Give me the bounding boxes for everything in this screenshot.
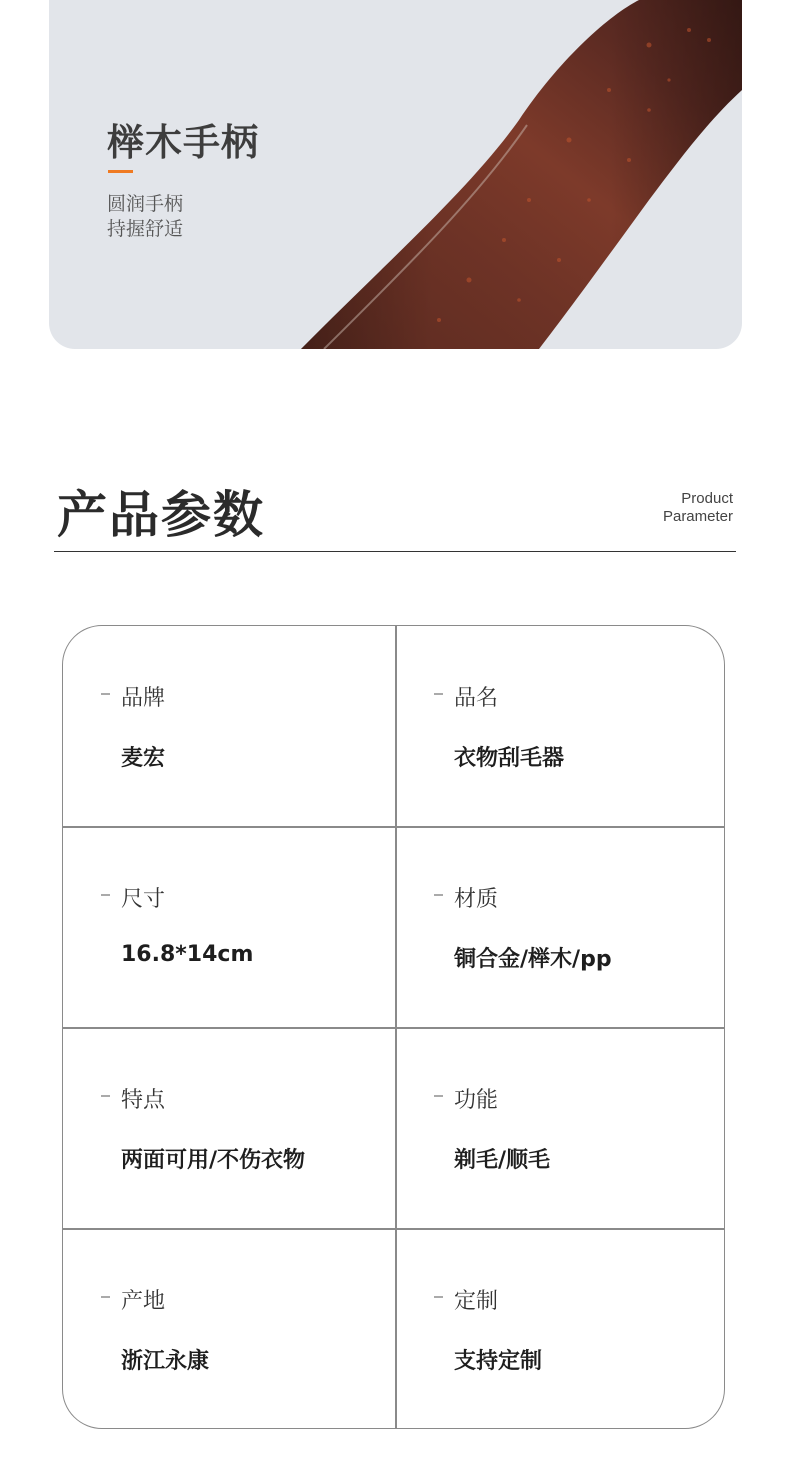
- param-cell-product-name: [396, 626, 725, 826]
- param-cell-size: [63, 827, 393, 1027]
- param-value: 衣物刮毛器: [454, 746, 565, 771]
- hero-feature-line: 持握舒适: [107, 218, 184, 240]
- param-cell-feature: [63, 1028, 393, 1228]
- dash-icon: [434, 894, 443, 896]
- parameter-table: [62, 625, 725, 1429]
- section-divider: [54, 551, 736, 552]
- param-label: 品名: [454, 686, 499, 711]
- section-subtitle-line: Product: [681, 490, 733, 507]
- accent-bar: [108, 170, 133, 173]
- wooden-handle-image: [49, 0, 742, 349]
- param-label: 功能: [454, 1088, 499, 1113]
- param-label: 材质: [454, 887, 499, 912]
- dash-icon: [101, 1296, 110, 1298]
- section-subtitle-line: Parameter: [662, 508, 733, 525]
- hero-feature-line: 圆润手柄: [107, 193, 184, 215]
- dash-icon: [101, 1095, 110, 1097]
- param-label: 尺寸: [121, 887, 166, 912]
- section-subtitle: [663, 490, 733, 526]
- dash-icon: [434, 693, 443, 695]
- param-value: 铜合金/榉木/pp: [454, 947, 612, 972]
- dash-icon: [434, 1296, 443, 1298]
- dash-icon: [101, 894, 110, 896]
- param-value: 浙江永康: [121, 1349, 210, 1374]
- param-value: 两面可用/不伤衣物: [121, 1148, 306, 1173]
- param-label: 产地: [121, 1289, 166, 1314]
- hero-title: 榉木手柄: [107, 121, 259, 164]
- param-cell-brand: [63, 626, 393, 826]
- section-title: 产品参数: [57, 486, 265, 544]
- param-label: 定制: [454, 1289, 499, 1314]
- dash-icon: [101, 693, 110, 695]
- param-label: 品牌: [121, 686, 166, 711]
- param-label: 特点: [121, 1088, 166, 1113]
- param-cell-material: [396, 827, 725, 1027]
- dash-icon: [434, 1095, 443, 1097]
- param-value: 剃毛/顺毛: [454, 1148, 551, 1173]
- param-cell-customization: [396, 1229, 725, 1429]
- param-cell-origin: [63, 1229, 393, 1429]
- param-value: 支持定制: [454, 1349, 543, 1374]
- param-cell-function: [396, 1028, 725, 1228]
- hero-panel: [49, 0, 742, 349]
- param-value: 16.8*14cm: [121, 942, 254, 967]
- param-value: 麦宏: [121, 746, 166, 771]
